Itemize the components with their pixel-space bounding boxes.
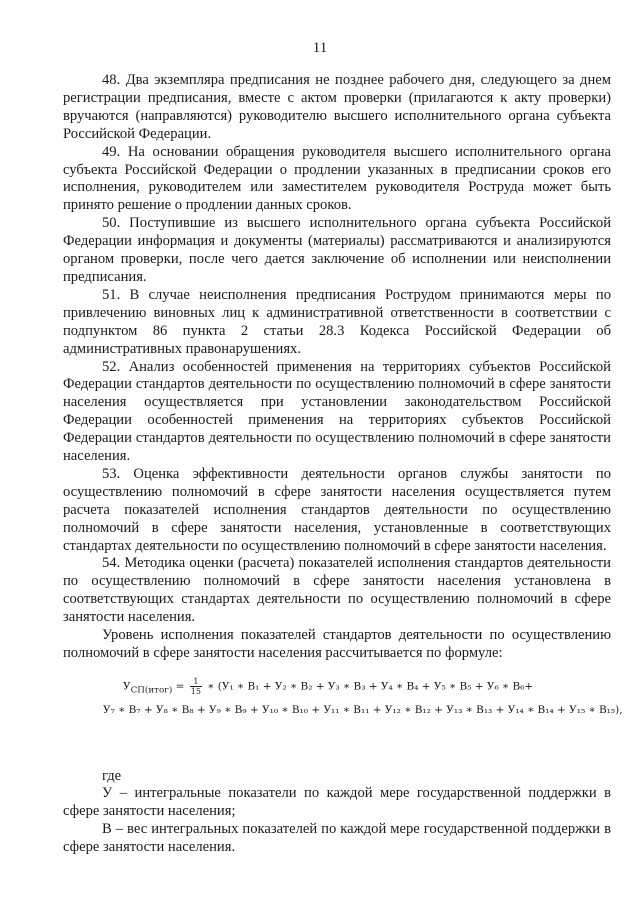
formula-lhs-subscript: СП(итог) [130,685,173,696]
paragraph-52: 52. Анализ особенностей применения на территориях субъектов Российской Федерации стандартов деятельности по осуществлению полномочий в сфере занятости населения осуществляется при установлении законодательством Российской Федерации особенностей применения на территориях субъектов Российской Федерации стандартов деятельности по осуществлению полномочий в сфере занятости населения. [63,358,611,465]
page-number: 11 [312,40,328,56]
paragraph-48: 48. Два экземпляра предписания не позднее рабочего дня, следующего за днем регистрации предписания, вместе с актом проверки (прилагаются к акту проверки) вручаются (направляются) руководителю высшего исполнительного органа субъекта Российской Федерации. [63,72,611,142]
formula [63,676,623,720]
document-body [63,72,623,857]
formula-lhs: У [123,680,131,693]
formula-terms-2: У₇ ∗ В₇ + У₈ ∗ В₈ + У₉ ∗ В₉ + У₁₀ ∗ В₁₀ + У₁₁ ∗ В₁₁ + У₁₂ ∗ В₁₂ + У₁₃ ∗ В₁₃ + У₁₄ ∗ В₁₄ + У₁₅ ∗ В₁₅) [103,703,620,716]
paragraph-51: 51. В случае неисполнения предписания Рострудом принимаются меры по привлечению виновных лиц к административной ответственности в соответствии с подпунктом 86 пункта 2 статьи 28.3 Кодекса Российской Федерации об административных правонарушениях. [63,286,611,357]
fraction-numerator: 1 [190,677,202,687]
formula-trailing-comma: , [619,703,623,716]
formula-intro: Уровень исполнения показателей стандартов деятельности по осуществлению полномочий в сфере занятости населения рассчитывается по формуле: [63,627,611,661]
paragraph-53: 53. Оценка эффективности деятельности органов службы занятости по осуществлению полномочий в сфере занятости населения осуществляется путем расчета показателей исполнения стандартов деятельности по осуществлению полномочий в сфере занятости населения, установленные в соответствующих стандартах деятельности по осуществлению полномочий в сфере занятости населения. [63,465,611,554]
fraction-denominator: 15 [190,686,201,696]
paragraph-50: 50. Поступившие из высшего исполнительного органа субъекта Российской Федерации информация и документы (материалы) рассматриваются и анализируются органом проверки, после чего дается заключение об исполнении или неисполнении предписания. [63,215,611,285]
formula-fraction [190,677,202,696]
formula-equals: = [172,680,188,693]
paragraph-49: 49. На основании обращения руководителя высшего исполнительного органа субъекта Российской Федерации о продлении указанных в предписании сроков его исполнения, руководителем или заместителем руководителя Роструда может быть принято решение о продлении данных сроков. [63,143,611,214]
formula-line-1 [63,677,611,701]
formula-line-2 [63,701,623,720]
where-label: где [102,767,122,784]
definition-u: У – интегральные показатели по каждой мере государственной поддержки в сфере занятости населения; [63,785,611,820]
definition-v: В – вес интегральных показателей по каждой мере государственной поддержки в сфере занятости населения. [63,821,611,856]
formula-terms-1: ∗ (У₁ ∗ В₁ + У₂ ∗ В₂ + У₃ ∗ В₃ + У₄ ∗ В₄ + У₅ ∗ В₅ + У₆ ∗ В₆+ [203,680,534,693]
paragraph-54: 54. Методика оценки (расчета) показателей исполнения стандартов деятельности по осуществлению полномочий в сфере занятости населения установлена в соответствующих стандартах деятельности по осуществлению полномочий в сфере занятости населения. [63,555,611,626]
